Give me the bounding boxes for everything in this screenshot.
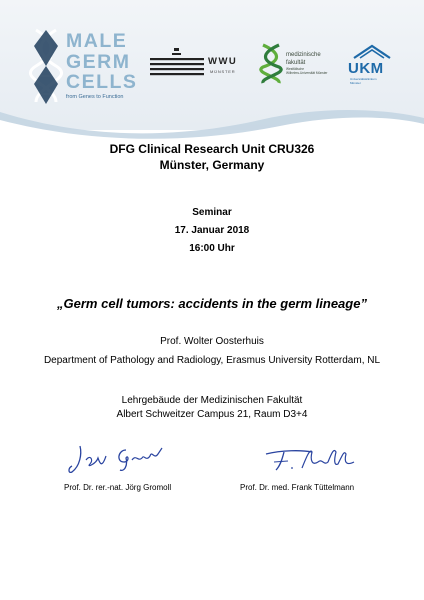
unit-title: DFG Clinical Research Unit CRU326 xyxy=(109,142,315,156)
medfak-logo-line4: Wilhelms-Universität Münster xyxy=(286,71,328,75)
wwu-logo xyxy=(148,46,244,80)
unit-location: Münster, Germany xyxy=(159,158,265,172)
ukm-emblem-icon xyxy=(352,44,392,60)
venue-building: Lehrgebäude der Medizinischen Fakultät xyxy=(121,395,303,406)
medfak-logo-line2: fakultät xyxy=(286,60,306,66)
tuettelmann-signature xyxy=(262,444,362,474)
medizinische-fakultaet-logo xyxy=(259,43,339,87)
ukm-logo xyxy=(348,44,398,90)
medfak-logo-line3: Westfälische xyxy=(286,67,305,71)
speaker-affiliation: Department of Pathology and Radiology, Erasmus University Rotterdam, NL xyxy=(43,355,381,366)
venue-address: Albert Schweitzer Campus 21, Raum D3+4 xyxy=(116,409,308,420)
tuettelmann-name: Prof. Dr. med. Frank Tüttelmann xyxy=(240,483,355,492)
dna-helix-icon xyxy=(28,26,64,106)
mgc-logo-line2: GERM xyxy=(66,50,131,73)
gromoll-name: Prof. Dr. rer.-nat. Jörg Gromoll xyxy=(64,483,172,492)
ukm-logo-sub xyxy=(350,78,377,85)
mgc-logo-line1: MALE xyxy=(66,30,128,52)
mgc-logo-line3: CELLS xyxy=(66,71,138,93)
gromoll-signature xyxy=(66,440,170,476)
event-type: Seminar xyxy=(192,207,232,218)
ukm-logo-sub1: Universitätsklinikum xyxy=(350,77,377,81)
speaker-name: Prof. Wolter Oosterhuis xyxy=(160,336,264,347)
wwu-logo-city: MÜNSTER xyxy=(210,69,236,74)
medfak-logo-line1: medizinische xyxy=(286,52,321,58)
wwu-logo-name: WWU xyxy=(208,56,238,67)
medfak-helix-icon xyxy=(259,43,283,85)
male-germ-cells-logo xyxy=(26,24,138,110)
ukm-logo-sub2: Münster xyxy=(350,80,361,85)
event-time: 16:00 Uhr xyxy=(189,243,235,254)
wwu-emblem-icon xyxy=(148,46,206,78)
event-date: 17. Januar 2018 xyxy=(174,225,250,236)
mgc-logo-tagline: from Genes to Function xyxy=(66,93,124,100)
talk-title: „Germ cell tumors: accidents in the germ lineage” xyxy=(57,296,367,311)
ukm-logo-name: UKM xyxy=(348,60,384,77)
